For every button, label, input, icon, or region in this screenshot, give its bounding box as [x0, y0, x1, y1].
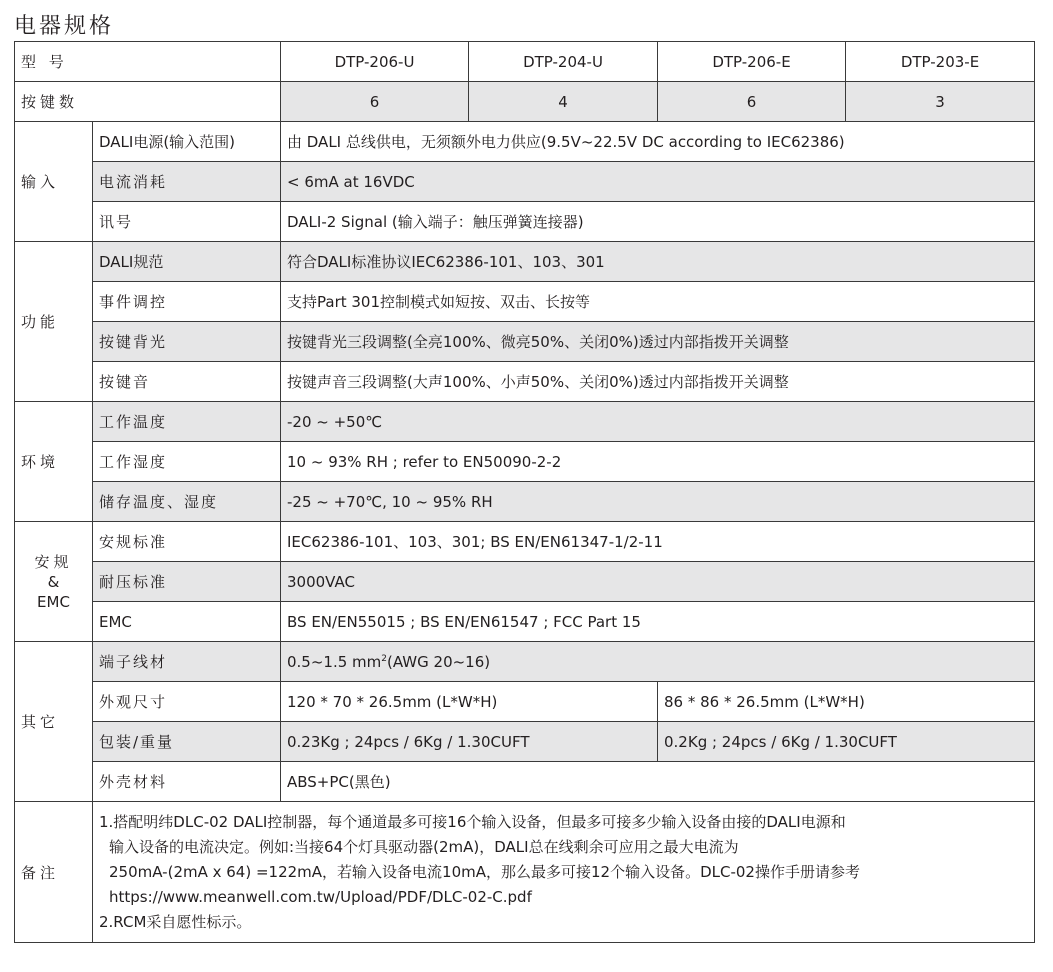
spec-row	[15, 562, 1035, 602]
model-cell: DTP-206-E	[658, 42, 846, 82]
notes-content	[93, 802, 1035, 943]
wire-value-b: (AWG 20~16)	[387, 652, 491, 671]
spec-value: < 6mA at 16VDC	[281, 162, 1035, 202]
spec-label: 安规标准	[93, 522, 281, 562]
spec-value-dim-e: 86 * 86 * 26.5mm (L*W*H)	[658, 682, 1035, 722]
spec-value: 由 DALI 总线供电，无须额外电力供应(9.5V~22.5V DC according to IEC62386)	[281, 122, 1035, 162]
spec-row	[15, 482, 1035, 522]
spec-label: EMC	[93, 602, 281, 642]
model-cell: DTP-204-U	[469, 42, 658, 82]
spec-value: 3000VAC	[281, 562, 1035, 602]
spec-label: 按键音	[93, 362, 281, 402]
note-line: 2.RCM采自愿性标示。	[99, 912, 252, 931]
category-function: 功能	[15, 242, 93, 402]
page-title: 电器规格	[14, 14, 115, 39]
spec-value: -20 ~ +50℃	[281, 402, 1035, 442]
spec-table	[14, 41, 1035, 943]
spec-row	[15, 762, 1035, 802]
spec-row	[15, 282, 1035, 322]
spec-row	[15, 402, 1035, 442]
keys-cell: 4	[469, 82, 658, 122]
note-line: 输入设备的电流决定。例如:当接64个灯具驱动器(2mA)，DALI总在线剩余可应用之最大电流为	[109, 837, 739, 856]
wire-value-sup: 2	[381, 653, 388, 664]
spec-label: 工作温度	[93, 402, 281, 442]
spec-label: 工作湿度	[93, 442, 281, 482]
spec-row	[15, 522, 1035, 562]
model-cell: DTP-206-U	[281, 42, 469, 82]
keys-label: 按键数	[15, 82, 281, 122]
spec-row	[15, 202, 1035, 242]
spec-label: 端子线材	[93, 642, 281, 682]
category-input: 输入	[15, 122, 93, 242]
spec-value: 支持Part 301控制模式如短按、双击、长按等	[281, 282, 1035, 322]
spec-label: 外壳材料	[93, 762, 281, 802]
category-safety-line1: 安规	[34, 552, 73, 571]
spec-value-wire	[281, 642, 1035, 682]
spec-value: 符合DALI标准协议IEC62386-101、103、301	[281, 242, 1035, 282]
model-cell: DTP-203-E	[846, 42, 1035, 82]
model-label: 型 号	[15, 42, 281, 82]
model-row	[15, 42, 1035, 82]
spec-row	[15, 122, 1035, 162]
spec-value: -25 ~ +70℃, 10 ~ 95% RH	[281, 482, 1035, 522]
category-safety-line3: EMC	[37, 592, 70, 611]
category-environment: 环境	[15, 402, 93, 522]
spec-value-pack-u: 0.23Kg ; 24pcs / 6Kg / 1.30CUFT	[281, 722, 658, 762]
spec-value: 按键背光三段调整(全亮100%、微亮50%、关闭0%)透过内部指拨开关调整	[281, 322, 1035, 362]
keys-cell: 6	[658, 82, 846, 122]
spec-row	[15, 442, 1035, 482]
spec-row	[15, 642, 1035, 682]
spec-value: 按键声音三段调整(大声100%、小声50%、关闭0%)透过内部指拨开关调整	[281, 362, 1035, 402]
spec-value: BS EN/EN55015 ; BS EN/EN61547 ; FCC Part 15	[281, 602, 1035, 642]
spec-row	[15, 602, 1035, 642]
keys-row	[15, 82, 1035, 122]
note-line: 250mA-(2mA x 64) =122mA，若输入设备电流10mA，那么最多可接12个输入设备。DLC-02操作手册请参考	[109, 862, 860, 881]
spec-label: DALI规范	[93, 242, 281, 282]
spec-row	[15, 322, 1035, 362]
category-safety-line2: &	[47, 572, 60, 591]
spec-value-pack-e: 0.2Kg ; 24pcs / 6Kg / 1.30CUFT	[658, 722, 1035, 762]
spec-value: 10 ~ 93% RH ; refer to EN50090-2-2	[281, 442, 1035, 482]
category-others: 其它	[15, 642, 93, 802]
category-safety-emc	[15, 522, 93, 642]
spec-row	[15, 362, 1035, 402]
note-line: 1.搭配明纬DLC-02 DALI控制器，每个通道最多可接16个输入设备，但最多可接多少输入设备由接的DALI电源和	[99, 812, 846, 831]
spec-row	[15, 242, 1035, 282]
spec-label: 事件调控	[93, 282, 281, 322]
spec-label: 讯号	[93, 202, 281, 242]
spec-label: 电流消耗	[93, 162, 281, 202]
spec-label: 包装/重量	[93, 722, 281, 762]
spec-row	[15, 162, 1035, 202]
note-link[interactable]: https://www.meanwell.com.tw/Upload/PDF/DLC-02-C.pdf	[109, 887, 532, 906]
keys-cell: 6	[281, 82, 469, 122]
spec-label: 储存温度、湿度	[93, 482, 281, 522]
spec-label: DALI电源(输入范围)	[93, 122, 281, 162]
spec-value: DALI-2 Signal (输入端子：触压弹簧连接器)	[281, 202, 1035, 242]
spec-row	[15, 682, 1035, 722]
spec-value: IEC62386-101、103、301; BS EN/EN61347-1/2-11	[281, 522, 1035, 562]
spec-value-dim-u: 120 * 70 * 26.5mm (L*W*H)	[281, 682, 658, 722]
spec-row	[15, 722, 1035, 762]
wire-value-a: 0.5~1.5 mm	[287, 652, 382, 671]
notes-row	[15, 802, 1035, 943]
spec-label: 耐压标准	[93, 562, 281, 602]
spec-label: 按键背光	[93, 322, 281, 362]
category-notes: 备注	[15, 802, 93, 943]
spec-label: 外观尺寸	[93, 682, 281, 722]
spec-value: ABS+PC(黑色)	[281, 762, 1035, 802]
keys-cell: 3	[846, 82, 1035, 122]
